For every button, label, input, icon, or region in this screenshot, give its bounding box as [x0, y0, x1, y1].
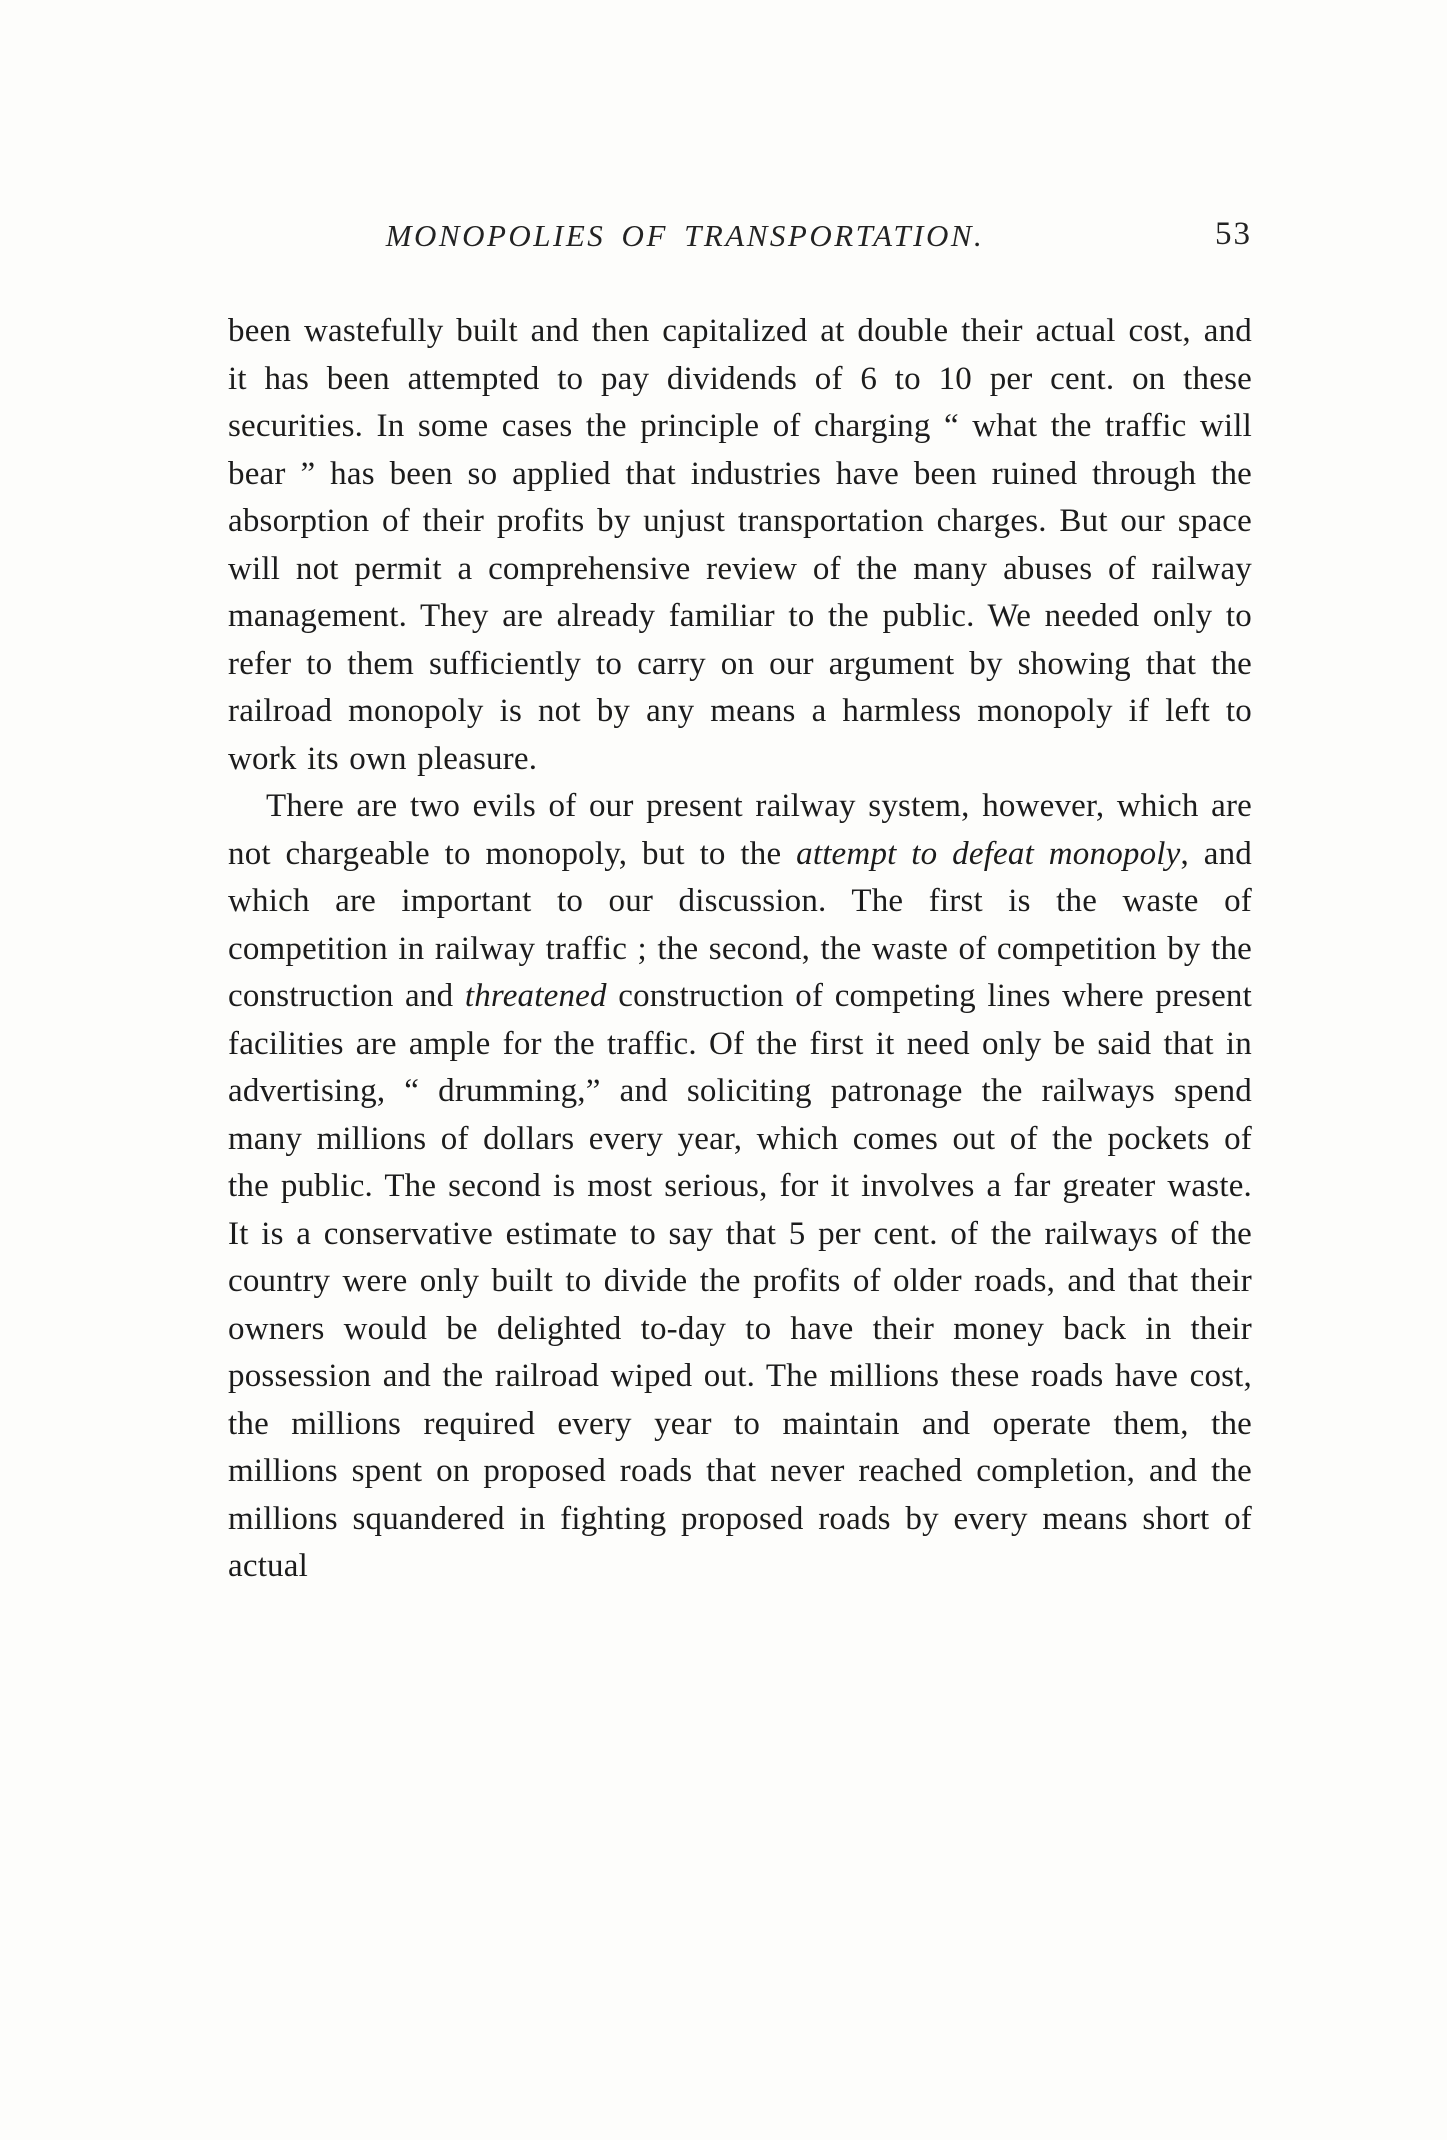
paragraph	[228, 783, 1252, 1591]
text-run: construction of competing lines where present facilities are ample for the traffic. Of the first it need only be said that in advertising, “ drumming,” and soliciting patronage the railways spend many millions of dollars every year, which comes out of the pockets of the public. The second is most serious, for it involves a far greater waste. It is a conservative estimate to say that 5 per cent. of the railways of the country were only built to divide the profits of older roads, and that their owners would be delighted to-day to have their money back in their possession and the railroad wiped out. The millions these roads have cost, the millions required every year to maintain and operate them, the millions spent on proposed roads that never reached completion, and the millions squandered in fighting proposed roads by every means short of actual	[228, 978, 1252, 1584]
paragraph	[228, 308, 1252, 783]
page-body	[228, 308, 1252, 1591]
text-run: , and which are important to our discussion. The first is the waste of competition in railway traffic ; the second, the waste of competition by the construction and	[228, 835, 1252, 1014]
page-number: 53	[1215, 216, 1252, 252]
italic-text-run: attempt to defeat monopoly	[796, 835, 1181, 872]
text-column	[228, 218, 1252, 1591]
text-run: There are two evils of our present railway system, however, which are not chargeable to monopoly, but to the	[228, 788, 1252, 872]
text-run: been wastefully built and then capitalized at double their actual cost, and it has been attempted to pay dividends of 6 to 10 per cent. on these securities. In some cases the principle of charging “ what the traffic will bear ” has been so applied that industries have been ruined through the absorption of their profits by unjust transportation charges. But our space will not permit a comprehensive review of the many abuses of railway management. They are already familiar to the public. We needed only to refer to them sufficiently to carry on our argument by showing that the railroad monopoly is not by any means a harmless monopoly if left to work its own pleasure.	[228, 313, 1252, 777]
italic-text-run: threatened	[464, 978, 607, 1014]
page-title: MONOPOLIES OF TRANSPORTATION.	[385, 218, 985, 253]
running-head	[228, 218, 1252, 276]
